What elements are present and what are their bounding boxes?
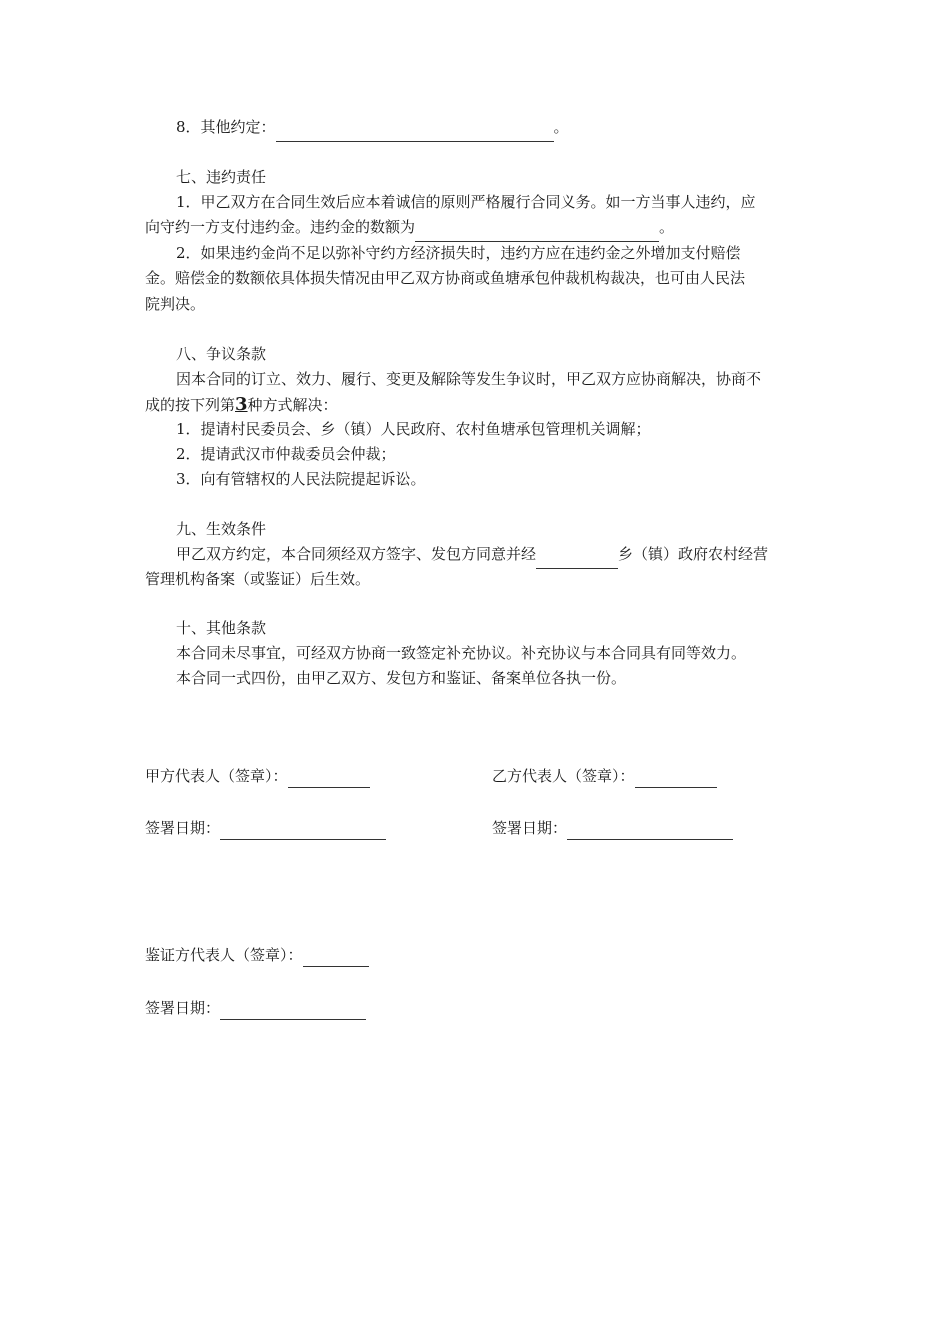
township-blank [536,542,618,569]
section-9-line2: 管理机构备案（或鉴证）后生效。 [145,570,371,588]
party-b-date-label: 签署日期： [492,819,568,837]
section-8-intro-a: 成的按下列第 [145,396,236,414]
section-8-heading: 八、争议条款 [176,345,267,363]
section-7-p1-line2 [145,215,810,242]
party-a-signature-blank [288,765,370,788]
party-a-date [145,817,386,840]
dispute-method-choice: 3 [235,394,248,415]
clause-8-blank [276,115,554,142]
section-8-intro-b: 种方式解决： [247,396,338,414]
clause-8-end: 。 [553,118,569,136]
section-10-p1: 本合同未尽事宜，可经双方协商一致签定补充协议。补充协议与本合同具有同等效力。 [176,644,747,662]
clause-8-label: 8．其他约定： [176,118,276,136]
section-10-p2: 本合同一式四份，由甲乙双方、发包方和鉴证、备案单位各执一份。 [176,669,627,687]
witness-label: 鉴证方代表人（签章）： [145,946,303,964]
section-7-p1-line1: 1．甲乙双方在合同生效后应本着诚信的原则严格履行合同义务。如一方当事人违约，应 [176,193,756,211]
section-7-p2-line3: 院判决。 [145,295,206,313]
witness-signature [145,944,369,967]
witness-date [145,997,366,1020]
witness-date-blank [220,997,366,1020]
section-10-heading: 十、其他条款 [176,619,267,637]
section-7-p2-line1: 2．如果违约金尚不足以弥补守约方经济损失时，违约方应在违约金之外增加支付赔偿 [176,244,741,262]
party-b-date-blank [567,817,733,840]
party-a-date-label: 签署日期： [145,819,221,837]
party-b-signature [492,765,717,788]
section-9-heading: 九、生效条件 [176,520,267,538]
section-9-line1-a: 甲乙双方约定，本合同须经双方签字、发包方同意并经 [176,545,537,563]
party-b-label: 乙方代表人（签章）： [492,767,635,785]
section-9-line1 [176,542,841,569]
section-8-item-2: 2．提请武汉市仲裁委员会仲裁； [176,445,396,463]
party-b-signature-blank [635,765,717,788]
section-8-item-1: 1．提请村民委员会、乡（镇）人民政府、农村鱼塘承包管理机关调解； [176,420,651,438]
party-b-date [492,817,733,840]
section-8-intro-line2 [145,392,810,419]
party-a-label: 甲方代表人（签章）： [145,767,288,785]
penalty-amount-blank [415,215,659,242]
party-a-date-blank [220,817,386,840]
clause-8 [176,115,841,142]
section-7-p1-text: 向守约一方支付违约金。违约金的数额为 [145,218,416,236]
section-8-intro-line1: 因本合同的订立、效力、履行、变更及解除等发生争议时，甲乙双方应协商解决，协商不 [176,370,762,388]
section-9-line1-b: 乡（镇）政府农村经营 [618,545,769,563]
section-7-p2-line2: 金。赔偿金的数额依具体损失情况由甲乙双方协商或鱼塘承包仲裁机构裁决，也可由人民法 [145,269,746,287]
section-8-item-3: 3．向有管辖权的人民法院提起诉讼。 [176,470,426,488]
party-a-signature [145,765,370,788]
section-7-p1-end: 。 [659,218,675,236]
witness-date-label: 签署日期： [145,999,221,1017]
witness-signature-blank [303,944,369,967]
section-7-heading: 七、违约责任 [176,168,267,186]
